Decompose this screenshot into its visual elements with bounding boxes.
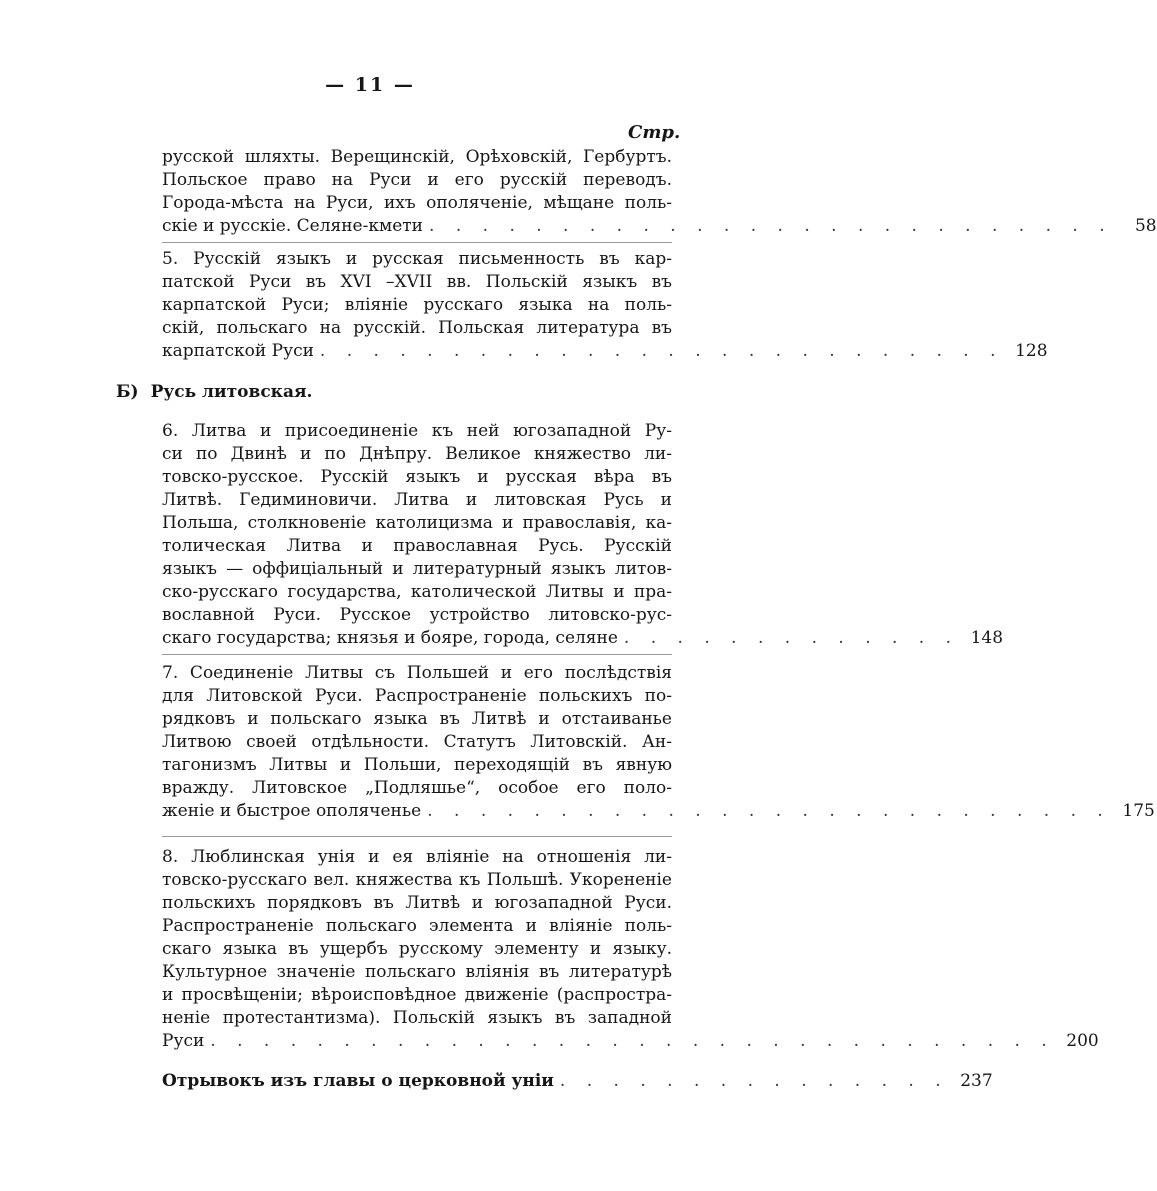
toc-entry-continuation bbox=[162, 146, 1157, 238]
entry-line: Польша, столкновеніе католицизма и православія, ка- bbox=[162, 513, 672, 533]
toc-entry-fragment bbox=[162, 1070, 993, 1093]
leader-dots: . . . . . . . . . . . . . . . bbox=[559, 1071, 949, 1091]
entry-line: си по Двинѣ и по Днѣпру. Великое княжество ли- bbox=[162, 444, 672, 464]
entry-line: 8. Люблинская унія и ея вліяніе на отношенія ли- bbox=[162, 847, 672, 867]
entry-line: польскихъ порядковъ въ Литвѣ и югозападной Руси. bbox=[162, 893, 672, 913]
toc-entry-7 bbox=[162, 662, 1155, 823]
entry-line: для Литовской Руси. Распространеніе польскихъ по- bbox=[162, 686, 672, 706]
entry-line: Польское право на Руси и его русскій переводъ. bbox=[162, 170, 672, 190]
entry-line: скаго языка въ ущербъ русскому элементу и языку. bbox=[162, 939, 672, 959]
entry-line: ско-русскаго государства, католической Литвы и пра- bbox=[162, 582, 672, 602]
leader-dots: . . . . . . . . . . . . . . . . . . . . . . . . . . bbox=[427, 801, 1111, 821]
toc-entry-5 bbox=[162, 248, 1048, 363]
page-number: 237 bbox=[960, 1071, 993, 1091]
entry-divider bbox=[162, 654, 672, 655]
entry-line: скіе и русскіе. Селяне-кмети bbox=[162, 216, 424, 236]
leader-dots: . . . . . . . . . . . . . . . . . . . . . . . . . . . . . . . . bbox=[210, 1031, 1055, 1051]
entry-line: тагонизмъ Литвы и Польши, переходящій въ явную bbox=[162, 755, 672, 775]
toc-entry-6 bbox=[162, 420, 1004, 650]
entry-line: вражду. Литовское „Подляшье“, особое его поло- bbox=[162, 778, 672, 798]
entry-line: скій, польскаго на русскій. Польская литература въ bbox=[162, 318, 672, 338]
section-label: Б) bbox=[116, 382, 139, 402]
entry-line: 7. Соединеніе Литвы съ Польшей и его послѣдствія bbox=[162, 663, 672, 683]
leader-dots: . . . . . . . . . . . . . . . . . . . . . . . . . . bbox=[319, 341, 1004, 361]
entry-last-line bbox=[162, 627, 1004, 650]
entry-last-line bbox=[162, 1070, 993, 1093]
entry-divider bbox=[162, 836, 672, 837]
entry-line: карпатской Руси bbox=[162, 341, 314, 361]
entry-line: Культурное значеніе польскаго вліянія въ литературѣ bbox=[162, 962, 672, 982]
entry-line: карпатской Руси; вліяніе русскаго языка на поль- bbox=[162, 295, 672, 315]
entry-line: вославной Руси. Русское устройство литовско-рус- bbox=[162, 605, 672, 625]
toc-entry-8 bbox=[162, 846, 1099, 1053]
entry-line: Города-мѣста на Руси, ихъ ополяченіе, мѣщане поль- bbox=[162, 193, 672, 213]
entry-line: Отрывокъ изъ главы о церковной уніи bbox=[162, 1071, 554, 1091]
page-number: 200 bbox=[1066, 1031, 1099, 1051]
entry-line: языкъ — оффиціальный и литературный языкъ литов- bbox=[162, 559, 672, 579]
leader-dots: . . . . . . . . . . . . . . . . . . . . . . . . . . bbox=[429, 216, 1113, 236]
page-number: 58 bbox=[1134, 216, 1157, 236]
page-number-header: — 11 — bbox=[325, 74, 415, 96]
entry-line: и просвѣщеніи; вѣроисповѣдное движеніе (распростра- bbox=[162, 985, 672, 1005]
entry-line: патской Руси въ XVI –XVII вв. Польскій языкъ въ bbox=[162, 272, 672, 292]
leader-dots: . . . . . . . . . . . . . bbox=[623, 628, 960, 648]
entry-line: Литвѣ. Гедиминовичи. Литва и литовская Русь и bbox=[162, 490, 672, 510]
entry-line: русской шляхты. Верещинскій, Орѣховскій, Гербуртъ. bbox=[162, 147, 672, 167]
page-number: 128 bbox=[1015, 341, 1048, 361]
entry-last-line bbox=[162, 215, 1157, 238]
page-number: 148 bbox=[970, 628, 1004, 648]
entry-divider bbox=[162, 242, 672, 243]
entry-line: Литвою своей отдѣльности. Статутъ Литовскій. Ан- bbox=[162, 732, 672, 752]
page-number: 175 bbox=[1122, 801, 1155, 821]
column-heading-page: Стр. bbox=[628, 122, 681, 143]
entry-line: 5. Русскій языкъ и русская письменность въ кар- bbox=[162, 249, 672, 269]
section-title: Русь литовская. bbox=[150, 382, 313, 402]
entry-line: толическая Литва и православная Русь. Русскій bbox=[162, 536, 672, 556]
entry-last-line bbox=[162, 800, 1155, 823]
entry-line: рядковъ и польскаго языка въ Литвѣ и отстаиванье bbox=[162, 709, 672, 729]
entry-line: Руси bbox=[162, 1031, 205, 1051]
entry-line: скаго государства; князья и бояре, города, селяне bbox=[162, 628, 618, 648]
entry-last-line bbox=[162, 340, 1048, 363]
entry-line: неніе протестантизма). Польскій языкъ въ западной bbox=[162, 1008, 672, 1028]
entry-line: 6. Литва и присоединеніе къ ней югозападной Ру- bbox=[162, 421, 672, 441]
entry-line: женіе и быстрое ополяченье bbox=[162, 801, 422, 821]
entry-line: товско-русскаго вел. княжества къ Польшѣ. Укорененіе bbox=[162, 870, 672, 890]
entry-line: Распространеніе польскаго элемента и вліяніе поль- bbox=[162, 916, 672, 936]
section-heading bbox=[116, 382, 312, 402]
entry-last-line bbox=[162, 1030, 1099, 1053]
entry-line: товско-русское. Русскій языкъ и русская вѣра въ bbox=[162, 467, 672, 487]
